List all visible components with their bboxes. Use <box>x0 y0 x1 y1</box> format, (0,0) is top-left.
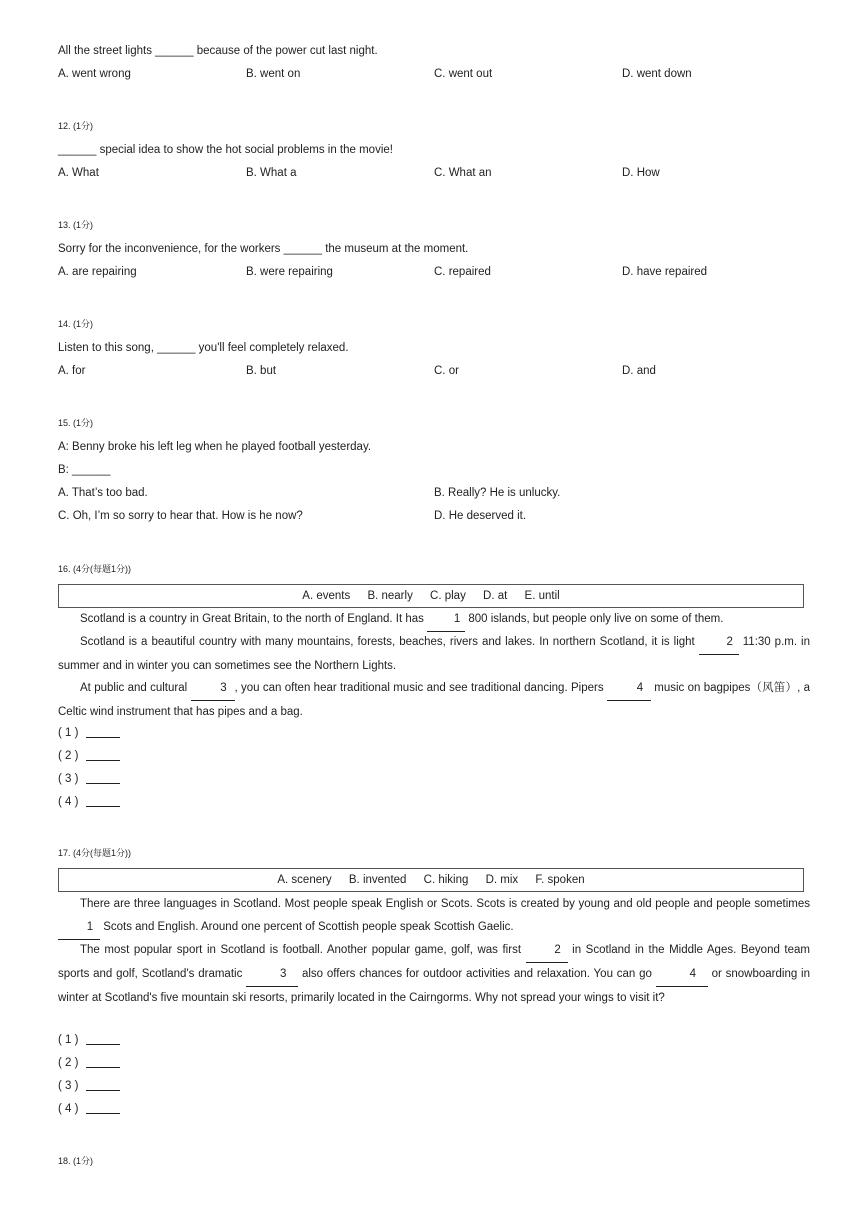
q16-word: B. nearly <box>367 590 413 602</box>
q17-word: A. scenery <box>277 874 332 886</box>
q14-number: 14. (1分) <box>58 319 94 329</box>
answer-line[interactable] <box>86 1044 120 1045</box>
q16-blank-1: 1 <box>427 608 465 632</box>
q17-word: F. spoken <box>535 874 585 886</box>
q16-word-box <box>58 584 804 608</box>
q16-paragraph-1: Scotland is a country in Great Britain, to the north of England. It has 1 800 islands, but people only live on some of them. <box>58 608 810 632</box>
q15-option-c[interactable]: C. Oh, I’m so sorry to hear that. How is he now? <box>58 510 303 522</box>
q15-line-a: A: Benny broke his left leg when he played football yesterday. <box>58 441 372 453</box>
q11-option-a[interactable]: A. went wrong <box>58 68 131 80</box>
q14-option-c[interactable]: C. or <box>434 365 459 377</box>
q13-option-a[interactable]: A. are repairing <box>58 266 137 278</box>
q12-option-c[interactable]: C. What an <box>434 167 492 179</box>
q16-word: D. at <box>483 590 508 602</box>
q11-option-b[interactable]: B. went on <box>246 68 301 80</box>
q17-blank-1: 1 <box>58 916 100 940</box>
q15-option-d[interactable]: D. He deserved it. <box>434 510 527 522</box>
q13-option-c[interactable]: C. repaired <box>434 266 491 278</box>
q12-option-a[interactable]: A. What <box>58 167 99 179</box>
q16-answer-1: ( 1 ) <box>58 727 120 739</box>
q13-number: 13. (1分) <box>58 220 94 230</box>
q18-number: 18. (1分) <box>58 1156 94 1166</box>
q14-option-d[interactable]: D. and <box>622 365 656 377</box>
q12-option-b[interactable]: B. What a <box>246 167 297 179</box>
q17-answer-1: ( 1 ) <box>58 1034 120 1046</box>
answer-line[interactable] <box>86 1067 120 1068</box>
answer-line[interactable] <box>86 1090 120 1091</box>
q17-answer-2: ( 2 ) <box>58 1057 120 1069</box>
q14-option-b[interactable]: B. but <box>246 365 277 377</box>
q16-word: A. events <box>302 590 351 602</box>
q12-option-d[interactable]: D. How <box>622 167 660 179</box>
q14-stem: Listen to this song, ______ you'll feel completely relaxed. <box>58 342 349 354</box>
q16-blank-2: 2 <box>699 631 739 655</box>
q17-answer-3: ( 3 ) <box>58 1080 120 1092</box>
answer-line[interactable] <box>86 737 120 738</box>
q12-stem: ______ special idea to show the hot social problems in the movie! <box>58 144 393 156</box>
q11-option-c[interactable]: C. went out <box>434 68 493 80</box>
answer-line[interactable] <box>86 783 120 784</box>
q15-number: 15. (1分) <box>58 418 94 428</box>
q17-paragraph-1: There are three languages in Scotland. Most people speak English or Scots. Scots is created by young and old people and people sometimes 1 Scots and English. Around one percent of Scottish people speak Scottish Gaelic. <box>58 893 810 940</box>
q16-answer-2: ( 2 ) <box>58 750 120 762</box>
q17-number: 17. (4分(每题1分)) <box>58 848 132 858</box>
q16-answer-4: ( 4 ) <box>58 796 120 808</box>
q17-word: D. mix <box>485 874 519 886</box>
q13-option-d[interactable]: D. have repaired <box>622 266 708 278</box>
q15-option-a[interactable]: A. That’s too bad. <box>58 487 148 499</box>
q16-paragraph-2: Scotland is a beautiful country with many mountains, forests, beaches, rivers and lakes. In northern Scotland, it is light 2 11:30 p.m. in summer and in winter you can sometimes see the Northern Lights. <box>58 631 810 678</box>
q16-blank-3: 3 <box>191 677 235 701</box>
q17-blank-3: 3 <box>246 963 298 987</box>
q13-stem: Sorry for the inconvenience, for the workers ______ the museum at the moment. <box>58 243 469 255</box>
q16-answer-3: ( 3 ) <box>58 773 120 785</box>
q16-word: E. until <box>524 590 560 602</box>
q16-blank-4: 4 <box>607 677 651 701</box>
q17-word: C. hiking <box>423 874 469 886</box>
q16-paragraph-3: At public and cultural 3 , you can often hear traditional music and see traditional dancing. Pipers 4 music on bagpipes（风笛）, a Celtic wind instrument that has pipes and a bag. <box>58 677 810 724</box>
q16-number: 16. (4分(每题1分)) <box>58 564 132 574</box>
q15-line-b: B: ______ <box>58 464 111 476</box>
q13-option-b[interactable]: B. were repairing <box>246 266 333 278</box>
q14-option-a[interactable]: A. for <box>58 365 86 377</box>
answer-line[interactable] <box>86 806 120 807</box>
q17-blank-2: 2 <box>526 939 568 963</box>
answer-line[interactable] <box>86 760 120 761</box>
q17-blank-4: 4 <box>656 963 708 987</box>
q15-option-b[interactable]: B. Really? He is unlucky. <box>434 487 561 499</box>
answer-line[interactable] <box>86 1113 120 1114</box>
q17-word-box <box>58 868 804 892</box>
q17-word: B. invented <box>348 874 407 886</box>
q17-paragraph-2: The most popular sport in Scotland is football. Another popular game, golf, was first 2 in Scotland in the Middle Ages. Beyond team sports and golf, Scotland's dramatic 3 also offers chances for outdoor activities and relaxation. You can go 4 or snowboarding in winter at Scotland's five mountain ski resorts, primarily located in the Cairngorms. Why not spread your wings to visit it? <box>58 939 810 1010</box>
q17-answer-4: ( 4 ) <box>58 1103 120 1115</box>
q11-stem: All the street lights ______ because of the power cut last night. <box>58 45 378 57</box>
q11-option-d[interactable]: D. went down <box>622 68 692 80</box>
q16-word: C. play <box>430 590 466 602</box>
q12-number: 12. (1分) <box>58 121 94 131</box>
